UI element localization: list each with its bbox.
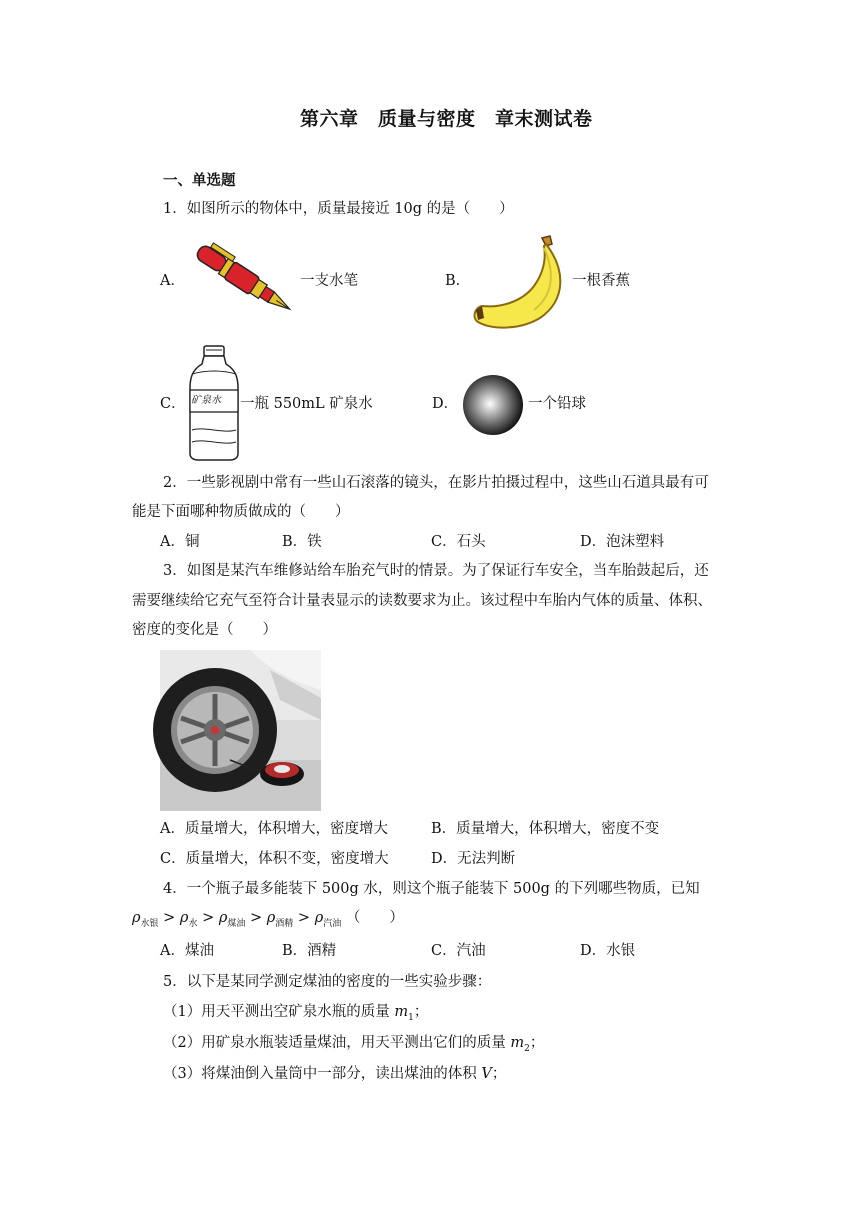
- q2-stem-line1: 2．一些影视剧中常有一些山石滚落的镜头，在影片拍摄过程中，这些山石道具最有可: [163, 475, 709, 491]
- q4-density-inequality: $\rho_{水银} > \rho_水 > \rho_{煤油} > \rho_{酒精} > \rho_{汽油}$ （ ）: [132, 910, 404, 929]
- section-heading: 一、单选题: [163, 172, 236, 189]
- q1-option-b-text: 一根香蕉: [572, 273, 630, 289]
- q3-option-d: D．无法判断: [431, 851, 516, 867]
- q3-option-b: B．质量增大，体积增大，密度不变: [431, 821, 660, 837]
- page-title: 第六章 质量与密度 章末测试卷: [300, 108, 593, 130]
- q2-option-b: B．铁: [282, 534, 322, 550]
- q1-stem: 1．如图所示的物体中，质量最接近 10g 的是（ ）: [163, 201, 514, 217]
- q1-option-d-text: 一个铅球: [528, 396, 586, 412]
- q4-option-d: D．水银: [580, 943, 636, 959]
- q2-option-c: C．石头: [431, 534, 486, 550]
- q1-option-c-text: 一瓶 550mL 矿泉水: [240, 396, 373, 412]
- rho-gasoline: $\rho_{汽油}$: [314, 910, 342, 929]
- banana-image: [470, 230, 580, 335]
- q1-option-b-label: B．: [445, 273, 471, 289]
- q3-stem-line1: 3．如图是某汽车维修站给车胎充气时的情景。为了保证行车安全，当车胎鼓起后，还: [163, 563, 709, 579]
- q4-option-a: A．煤油: [160, 943, 214, 959]
- q4-stem-line1: 4．一个瓶子最多能装下 500g 水，则这个瓶子能装下 500g 的下列哪些物质，已知: [163, 881, 700, 897]
- q1-option-a-text: 一支水笔: [300, 273, 358, 289]
- shot-ball-image: [462, 374, 524, 436]
- rho-alcohol: $\rho_{酒精}$: [266, 910, 294, 929]
- q2-option-a: A．铜: [160, 534, 200, 550]
- q5-stem: 5．以下是某同学测定煤油的密度的一些实验步骤：: [163, 974, 492, 990]
- tire-inflation-photo: [160, 650, 321, 811]
- q5-step1: （1）用天平测出空矿泉水瓶的质量 $m_1$；: [163, 1004, 429, 1023]
- q4-option-c: C．汽油: [431, 943, 486, 959]
- q3-stem-line2: 需要继续给它充气至符合计量表显示的读数要求为止。该过程中车胎内气体的质量、体积、: [132, 593, 712, 609]
- q2-option-d: D．泡沫塑料: [580, 534, 665, 550]
- q1-option-d-label: D．: [432, 396, 459, 412]
- pen-image: [186, 235, 301, 325]
- q1-option-c-label: C．: [160, 396, 186, 412]
- rho-water: $\rho_水$: [179, 910, 198, 929]
- q1-option-a-label: A．: [160, 273, 185, 289]
- rho-mercury: $\rho_{水银}$: [132, 910, 159, 929]
- q5-step2: （2）用矿泉水瓶装适量煤油，用天平测出它们的质量 $m_2$；: [163, 1035, 545, 1054]
- q3-option-a: A．质量增大，体积增大，密度增大: [160, 821, 388, 837]
- q4-option-b: B．酒精: [282, 943, 337, 959]
- q3-stem-line3: 密度的变化是（ ）: [132, 622, 277, 638]
- q5-step3: （3）将煤油倒入量筒中一部分，读出煤油的体积 V；: [163, 1066, 507, 1082]
- q2-stem-line2: 能是下面哪种物质做成的（ ）: [132, 504, 350, 520]
- bottle-label-text: 矿泉水: [191, 395, 221, 406]
- q3-option-c: C．质量增大，体积不变，密度增大: [160, 851, 389, 867]
- rho-kerosene: $\rho_{煤油}$: [218, 910, 246, 929]
